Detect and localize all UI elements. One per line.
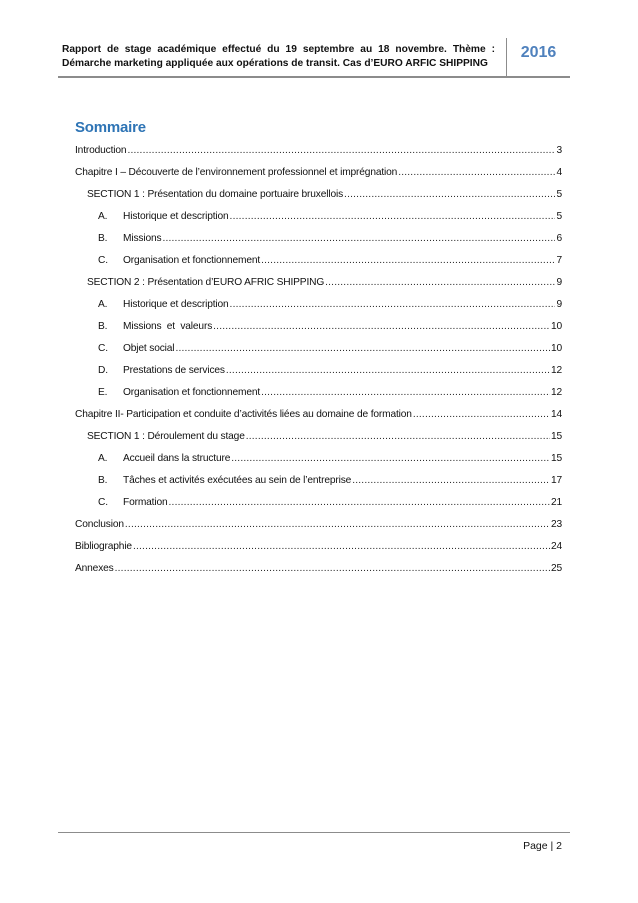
toc-entry-ch2-section-1[interactable] [75,426,562,448]
toc-entry-ch1-section-2[interactable] [75,272,562,294]
toc-entry-label: SECTION 1 : Déroulement du stage [87,431,245,442]
dot-leader [413,404,550,426]
header-year: 2016 [520,44,557,61]
toc-entry-label: Conclusion [75,519,124,530]
toc-entry-ch1-s2-a[interactable] [75,294,562,316]
toc-entry-label: Chapitre I – Découverte de l’environnement professionnel et imprégnation [75,167,398,178]
toc-entry-label: Historique et description [123,211,229,222]
toc-entry-label: Prestations de services [123,365,225,376]
toc-entry-label: Annexes [75,563,114,574]
toc-entry-ch2-s1-c[interactable] [75,492,562,514]
header-title-line-1: Rapport de stage académique effectué du 19 septembre au 18 novembre. Thème : [62,44,495,55]
toc-entry-page: 23 [550,519,562,530]
toc-entry-ch1-s1-c[interactable] [75,250,562,272]
dot-leader [162,228,555,250]
toc-entry-page: 10 [550,343,562,354]
dot-leader [352,470,550,492]
toc-entry-page: 5 [556,189,562,200]
dot-leader [246,426,550,448]
toc-entry-page: 9 [556,299,562,310]
toc-entry-marker: D. [98,365,108,376]
dot-leader [127,140,555,162]
page-header [58,38,570,78]
toc-entry-bibliographie[interactable] [75,536,562,558]
toc-entry-page: 21 [550,497,562,508]
toc-entry-label: Accueil dans la structure [123,453,231,464]
dot-leader [230,294,556,316]
toc-entry-introduction[interactable] [75,140,562,162]
toc-entry-label: SECTION 2 : Présentation d’EURO AFRIC SHIPPING [87,277,325,288]
toc-entry-page: 25 [550,563,562,574]
toc-entry-page: 14 [550,409,562,420]
toc-entry-ch2-s1-a[interactable] [75,448,562,470]
toc-entry-ch1-s2-d[interactable] [75,360,562,382]
toc-entry-annexes[interactable] [75,558,562,580]
toc-entry-page: 3 [556,145,562,156]
toc-entry-conclusion[interactable] [75,514,562,536]
page-number: Page | 2 [523,840,562,852]
dot-leader [231,448,550,470]
toc-entry-marker: B. [98,233,108,244]
toc-entry-marker: E. [98,387,108,398]
dot-leader [125,514,550,536]
toc-entry-label: SECTION 1 : Présentation du domaine portuaire bruxellois [87,189,344,200]
header-title [62,43,495,71]
toc-entry-page: 17 [550,475,562,486]
dot-leader [344,184,555,206]
toc-entry-marker: C. [98,497,108,508]
toc-entry-marker: A. [98,299,108,310]
toc-entry-marker: A. [98,453,108,464]
toc-entry-label: Formation [123,497,168,508]
header-title-line-2: Démarche marketing appliquée aux opérations de transit. Cas d’EURO ARFIC SHIPPING [62,58,488,69]
toc-entry-ch1-s2-b[interactable] [75,316,562,338]
toc-entry-page: 24 [550,541,562,552]
toc-entry-page: 15 [550,431,562,442]
toc-entry-page: 4 [556,167,562,178]
dot-leader [261,250,555,272]
toc-entry-ch1-section-1[interactable] [75,184,562,206]
toc-entry-label: Historique et description [123,299,229,310]
toc-entry-marker: B. [98,321,108,332]
toc-entry-label: Bibliographie [75,541,132,552]
toc-entry-ch1-s1-b[interactable] [75,228,562,250]
toc-entry-ch1-s1-a[interactable] [75,206,562,228]
dot-leader [226,360,550,382]
toc-entry-chapitre-1[interactable] [75,162,562,184]
toc-entry-page: 7 [556,255,562,266]
footer-rule [58,832,570,833]
toc-entry-label: Organisation et fonctionnement [123,255,261,266]
toc-entry-page: 12 [550,365,562,376]
toc-entry-label: Tâches et activités exécutées au sein de l’entreprise [123,475,352,486]
toc-entry-label: Organisation et fonctionnement [123,387,261,398]
toc-entry-page: 6 [556,233,562,244]
toc-entry-page: 9 [556,277,562,288]
toc-entry-label: Chapitre II- Participation et conduite d’activités liées au domaine de formation [75,409,412,420]
dot-leader [398,162,555,184]
toc-entry-label: Missions [123,233,162,244]
toc-entry-ch1-s2-c[interactable] [75,338,562,360]
toc-entry-page: 10 [550,321,562,332]
toc-entry-page: 12 [550,387,562,398]
toc-entry-marker: C. [98,255,108,266]
dot-leader [133,536,550,558]
dot-leader [325,272,555,294]
toc-entry-chapitre-2[interactable] [75,404,562,426]
toc-entry-marker: C. [98,343,108,354]
toc-entry-label: Introduction [75,145,127,156]
toc-entry-page: 5 [556,211,562,222]
toc-entry-ch1-s2-e[interactable] [75,382,562,404]
dot-leader [261,382,550,404]
dot-leader [230,206,556,228]
toc-title: Sommaire [75,119,146,136]
toc-entry-marker: B. [98,475,108,486]
dot-leader [115,558,550,580]
toc-entry-label: Objet social [123,343,175,354]
toc-entry-label: Missions et valeurs [123,321,213,332]
toc-entry-ch2-s1-b[interactable] [75,470,562,492]
dot-leader [175,338,550,360]
toc-entry-marker: A. [98,211,108,222]
dot-leader [213,316,550,338]
toc-entry-page: 15 [550,453,562,464]
dot-leader [169,492,550,514]
table-of-contents [75,140,562,580]
